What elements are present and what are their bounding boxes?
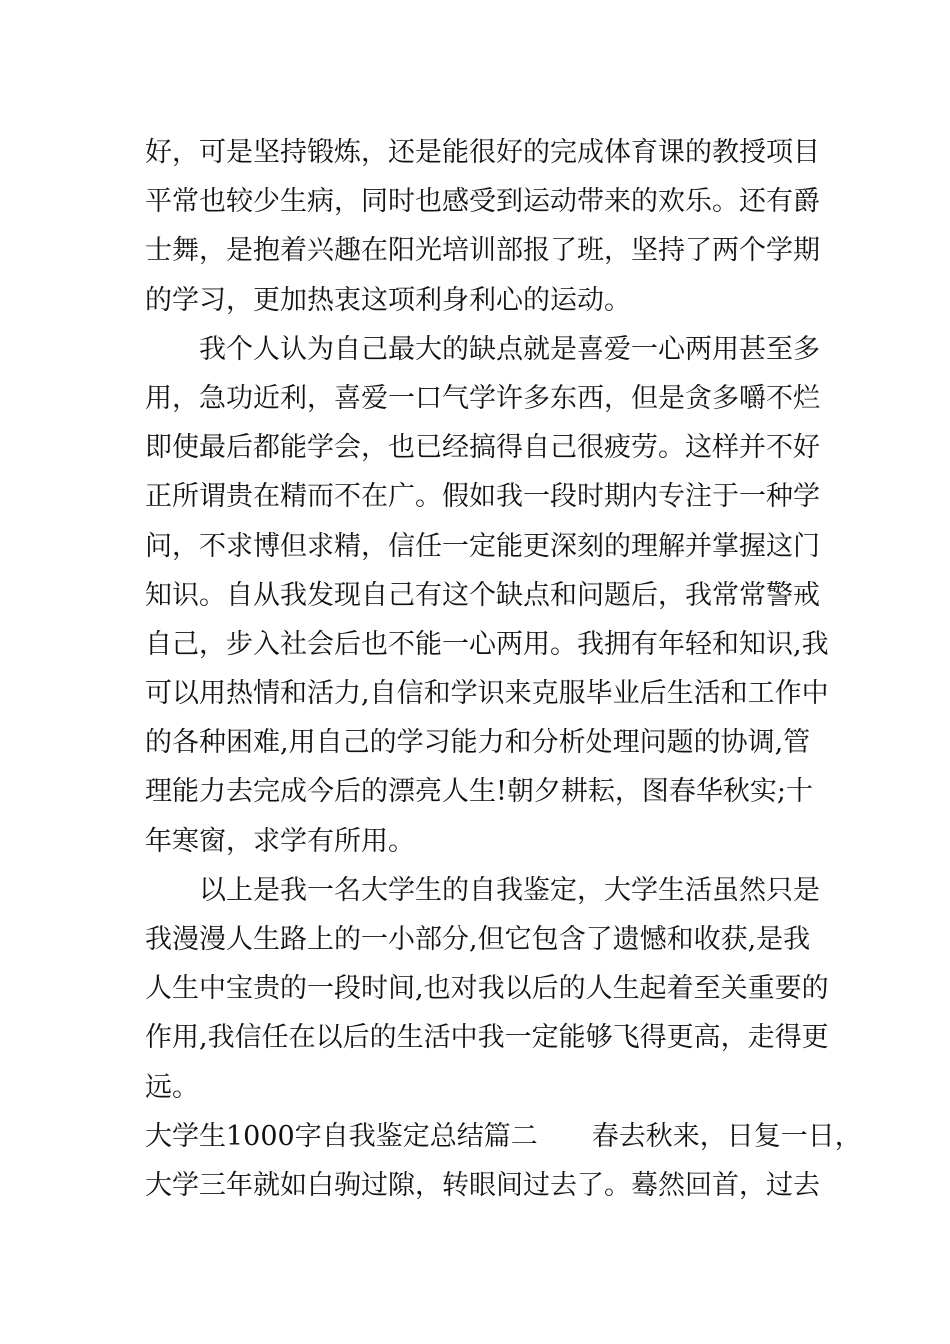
section-heading: 大学生1000字自我鉴定总结篇二 bbox=[145, 1120, 538, 1152]
text-line: 远。 bbox=[145, 1071, 199, 1103]
section-start: 春去秋来，日复一日， bbox=[591, 1120, 862, 1152]
text-line: 可以用热情和活力,自信和学识来克服毕业后生活和工作中 bbox=[145, 678, 829, 710]
text-line: 士舞，是抱着兴趣在阳光培训部报了班，坚持了两个学期 bbox=[145, 235, 820, 267]
text-line: 人生中宝贵的一段时间,也对我以后的人生起着至关重要的 bbox=[145, 973, 829, 1005]
section-heading-line bbox=[145, 1112, 862, 1161]
text-line: 的各种困难,用自己的学习能力和分析处理问题的协调,管 bbox=[145, 727, 811, 759]
text-line: 即使最后都能学会，也已经搞得自己很疲劳。这样并不好 bbox=[145, 432, 820, 464]
document-body bbox=[145, 128, 862, 1210]
text-line: 用，急功近利，喜爱一口气学许多东西，但是贪多嚼不烂 bbox=[145, 382, 820, 414]
text-line: 知识。自从我发现自己有这个缺点和问题后，我常常警戒 bbox=[145, 579, 820, 611]
text-line: 平常也较少生病，同时也感受到运动带来的欢乐。还有爵 bbox=[145, 186, 820, 218]
text-line: 问，不求博但求精，信任一定能更深刻的理解并掌握这门 bbox=[145, 530, 820, 562]
text-line: 正所谓贵在精而不在广。假如我一段时期内专注于一种学 bbox=[145, 481, 820, 513]
text-line: 理能力去完成今后的漂亮人生!朝夕耕耘，图春华秋实;十 bbox=[145, 776, 813, 808]
text-line: 作用,我信任在以后的生活中我一定能够飞得更高，走得更 bbox=[145, 1022, 829, 1054]
paragraph-first-line: 我个人认为自己最大的缺点就是喜爱一心两用甚至多 bbox=[199, 333, 820, 365]
text-line: 好，可是坚持锻炼，还是能很好的完成体育课的教授项目 bbox=[145, 137, 820, 168]
text-line: 大学三年就如白驹过隙，转眼间过去了。蓦然回首，过去 bbox=[145, 1169, 820, 1201]
text-line: 我漫漫人生路上的一小部分,但它包含了遗憾和收获,是我 bbox=[145, 924, 811, 955]
paragraph-first-line: 以上是我一名大学生的自我鉴定，大学生活虽然只是 bbox=[199, 874, 820, 906]
text-line: 的学习，更加热衷这项利身利心的运动。 bbox=[145, 284, 631, 316]
text-line: 年寒窗，求学有所用。 bbox=[145, 825, 415, 857]
text-line: 自己，步入社会后也不能一心两用。我拥有年轻和知识,我 bbox=[145, 628, 829, 660]
